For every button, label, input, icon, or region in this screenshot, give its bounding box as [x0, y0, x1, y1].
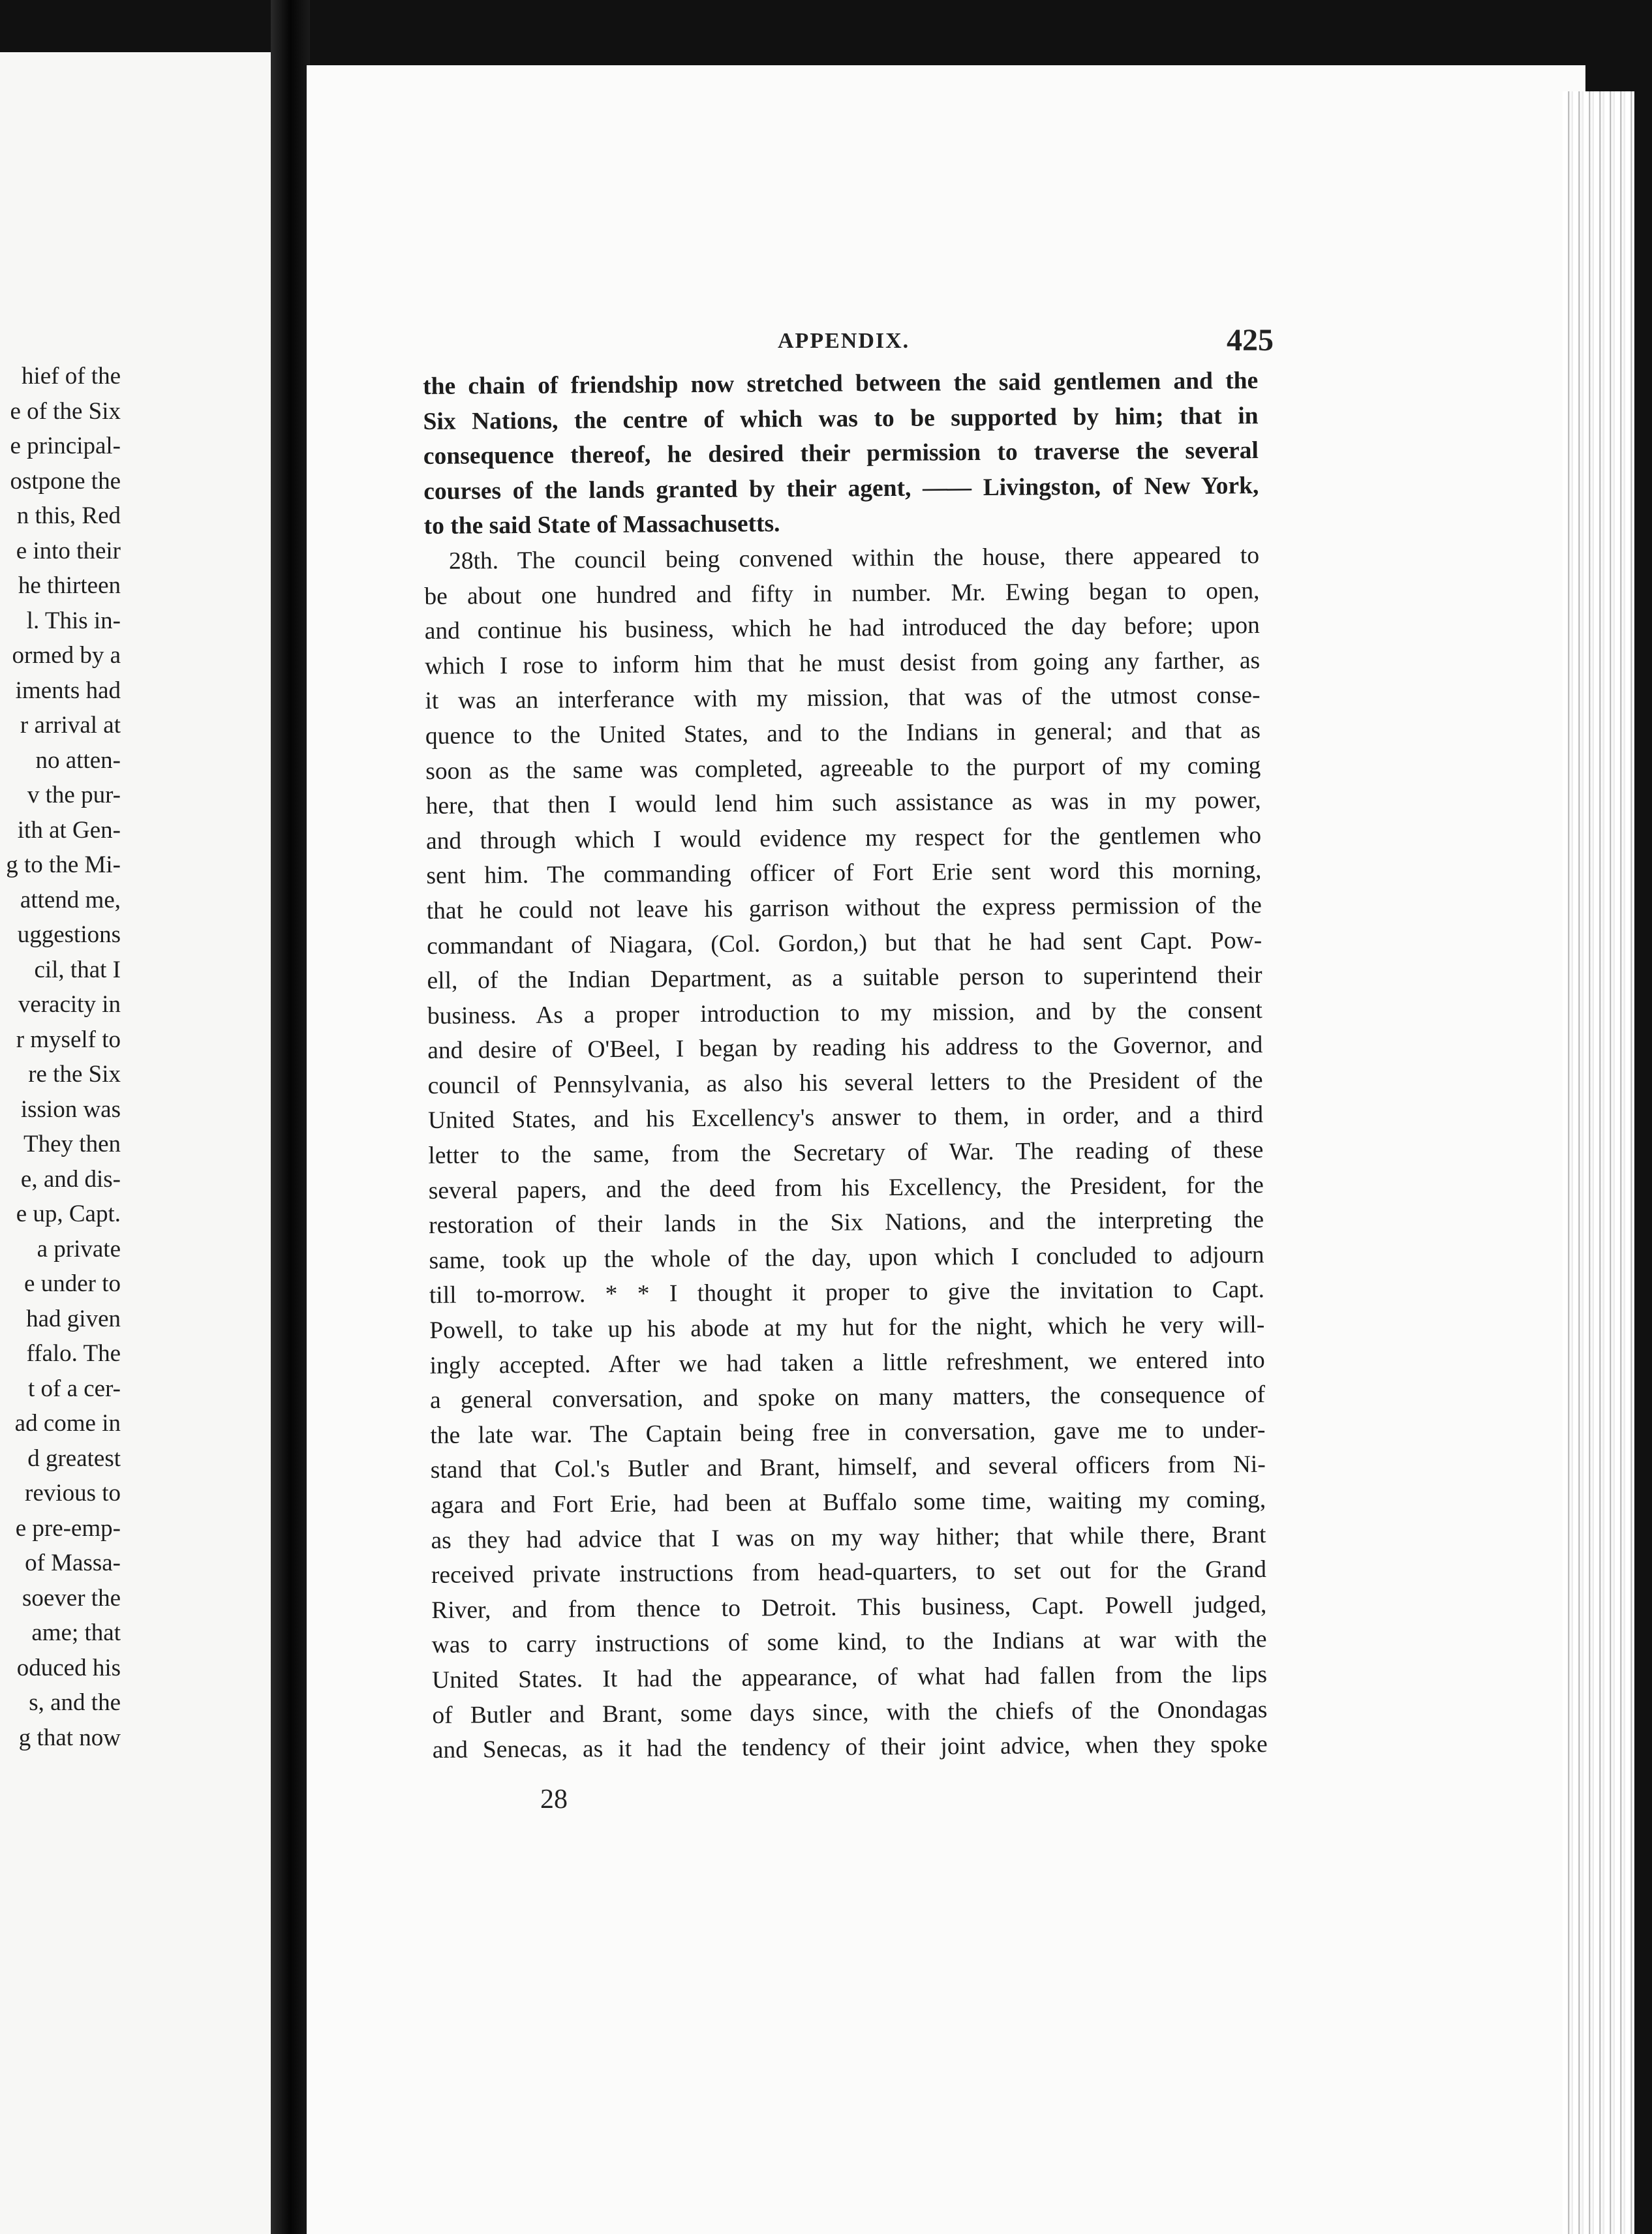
left-page-line: a private [37, 1235, 121, 1262]
left-page-line: no atten- [35, 746, 121, 774]
left-page-text [0, 359, 121, 1755]
text-line: a general conversation, and spoke on many matters, the consequence of [429, 1381, 1266, 1415]
left-page-line: uggestions [17, 921, 121, 948]
left-page-line: ission was [20, 1095, 121, 1123]
left-page-line: he thirteen [18, 572, 121, 599]
text-line: River, and from thence to Detroit. This business, Capt. Powell judged, [431, 1591, 1267, 1624]
text-line: commandant of Niagara, (Col. Gordon,) but that he had sent Capt. Pow- [427, 926, 1262, 960]
signature-mark: 28 [540, 1784, 568, 1814]
left-page-line: d greatest [27, 1445, 121, 1472]
text-line: ingly accepted. After we had taken a little refreshment, we entered into [429, 1346, 1265, 1379]
left-page-line: e up, Capt. [16, 1201, 121, 1227]
left-page-line: v the pur- [27, 782, 121, 808]
left-page-line: hief of the [21, 363, 121, 390]
text-line: restoration of their lands in the Six Nations, and the interpreting the [429, 1206, 1264, 1240]
text-line: same, took up the whole of the day, upon which I concluded to adjourn [429, 1241, 1264, 1274]
left-page-line: e into their [16, 537, 121, 564]
left-page-line: revious to [25, 1480, 121, 1507]
text-line: soon as the same was completed, agreeable to the purport of my coming [425, 752, 1261, 785]
text-line: agara and Fort Erie, had been at Buffalo some time, waiting my coming, [431, 1486, 1266, 1519]
left-page-line: ith at Gen- [17, 816, 121, 844]
text-line: the late war. The Captain being free in conversation, gave me to under- [430, 1416, 1266, 1449]
text-line: received private instructions from head-quarters, to set out for the Grand [431, 1556, 1267, 1589]
text-line: till to-morrow. * * I thought it proper to give the invitation to Capt. [429, 1276, 1265, 1309]
text-line: and continue his business, which he had introduced the day before; upon [424, 612, 1260, 645]
left-page-line: e, and dis- [20, 1165, 121, 1193]
left-page-line: They then [23, 1131, 121, 1157]
text-line: quence to the United States, and to the Indians in general; and that as [425, 716, 1261, 750]
left-page-line: g that now [18, 1724, 121, 1751]
text-line: and Senecas, as it had the tendency of their joint advice, when they spoke [432, 1731, 1268, 1764]
left-page-line: ormed by a [12, 642, 121, 669]
left-page-line: g to the Mi- [6, 851, 121, 878]
text-line: that he could not leave his garrison without the express permission of the [426, 891, 1262, 925]
page-header [778, 325, 1274, 364]
text-line: which I rose to inform him that he must desist from going any farther, as [425, 647, 1261, 680]
left-page-line: attend me, [20, 886, 121, 913]
text-line: letter to the same, from the Secretary of War. The reading of these [428, 1137, 1264, 1170]
left-page-line: cil, that I [34, 956, 121, 983]
text-line: United States. It had the appearance, of what had fallen from the lips [431, 1660, 1268, 1694]
left-page-line: re the Six [28, 1061, 121, 1088]
body-text [423, 363, 1268, 1768]
running-head: APPENDIX. [778, 329, 910, 353]
left-page-line: soever the [22, 1584, 121, 1612]
text-line: business. As a proper introduction to my mission, and by the consent [427, 996, 1263, 1030]
left-page-line: e of the Six [10, 397, 121, 425]
text-line: be about one hundred and fifty in number. Mr. Ewing began to open, [424, 577, 1260, 610]
left-page-line: veracity in [18, 991, 121, 1018]
text-line: Six Nations, the centre of which was to be supported by him; that in [423, 402, 1259, 435]
left-page-line: had given [26, 1305, 121, 1332]
page-number: 425 [1227, 323, 1274, 358]
left-facing-page [0, 52, 271, 2234]
left-page-line: r myself to [16, 1026, 121, 1053]
text-line: here, that then I would lend him such assistance as was in my power, [425, 787, 1261, 820]
left-page-line: ad come in [14, 1410, 121, 1437]
text-line: Powell, to take up his abode at my hut for the night, which he very will- [429, 1311, 1265, 1344]
text-line: United States, and his Excellency's answer to them, in order, and a third [427, 1101, 1264, 1135]
text-line: council of Pennsylvania, as also his several letters to the President of the [427, 1066, 1263, 1099]
text-line: 28th. The council being convened within the house, there appeared to [448, 542, 1260, 575]
left-page-line: t of a cer- [27, 1375, 121, 1402]
left-page-line: e principal- [10, 433, 121, 459]
text-line: and through which I would evidence my respect for the gentlemen who [425, 821, 1262, 855]
text-line: was to carry instructions of some kind, to the Indians at war with the [431, 1626, 1267, 1659]
left-page-line: s, and the [29, 1689, 121, 1716]
text-line: stand that Col.'s Butler and Brant, himself, and several officers from Ni- [430, 1451, 1266, 1484]
text-line: the chain of friendship now stretched between the said gentlemen and the [423, 367, 1259, 400]
text-line: and desire of O'Beel, I began by reading his address to the Governor, and [427, 1032, 1263, 1065]
left-page-line: n this, Red [16, 502, 121, 529]
left-page-line: r arrival at [20, 712, 121, 739]
left-page-line: e under to [24, 1270, 121, 1297]
left-page-line: ostpone the [10, 467, 121, 495]
left-page-line: l. This in- [26, 607, 121, 634]
book-gutter [271, 0, 310, 2234]
left-page-line: oduced his [16, 1654, 121, 1681]
left-page-line: of Massa- [25, 1550, 121, 1576]
left-page-line: ffalo. The [26, 1340, 121, 1367]
text-line: as they had advice that I was on my way hither; that while there, Brant [431, 1521, 1266, 1554]
text-line: ell, of the Indian Department, as a suitable person to superintend their [427, 962, 1262, 995]
left-page-line: ame; that [31, 1619, 121, 1646]
text-line: several papers, and the deed from his Excellency, the President, for the [428, 1171, 1264, 1204]
text-line: consequence thereof, he desired their permission to traverse the several [423, 437, 1259, 470]
text-line: it was an interferance with my mission, that was of the utmost conse- [425, 682, 1261, 715]
page-edges [1563, 91, 1634, 2234]
text-line: of Butler and Brant, some days since, with the chiefs of the Onondagas [432, 1696, 1268, 1729]
text-line: sent him. The commanding officer of Fort Erie sent word this morning, [426, 857, 1262, 890]
text-line: to the said State of Massachusetts. [423, 510, 780, 540]
left-page-line: e pre-emp- [15, 1514, 121, 1542]
left-page-line: iments had [15, 677, 121, 704]
text-line: courses of the lands granted by their agent, —— Livingston, of New York, [423, 472, 1259, 505]
